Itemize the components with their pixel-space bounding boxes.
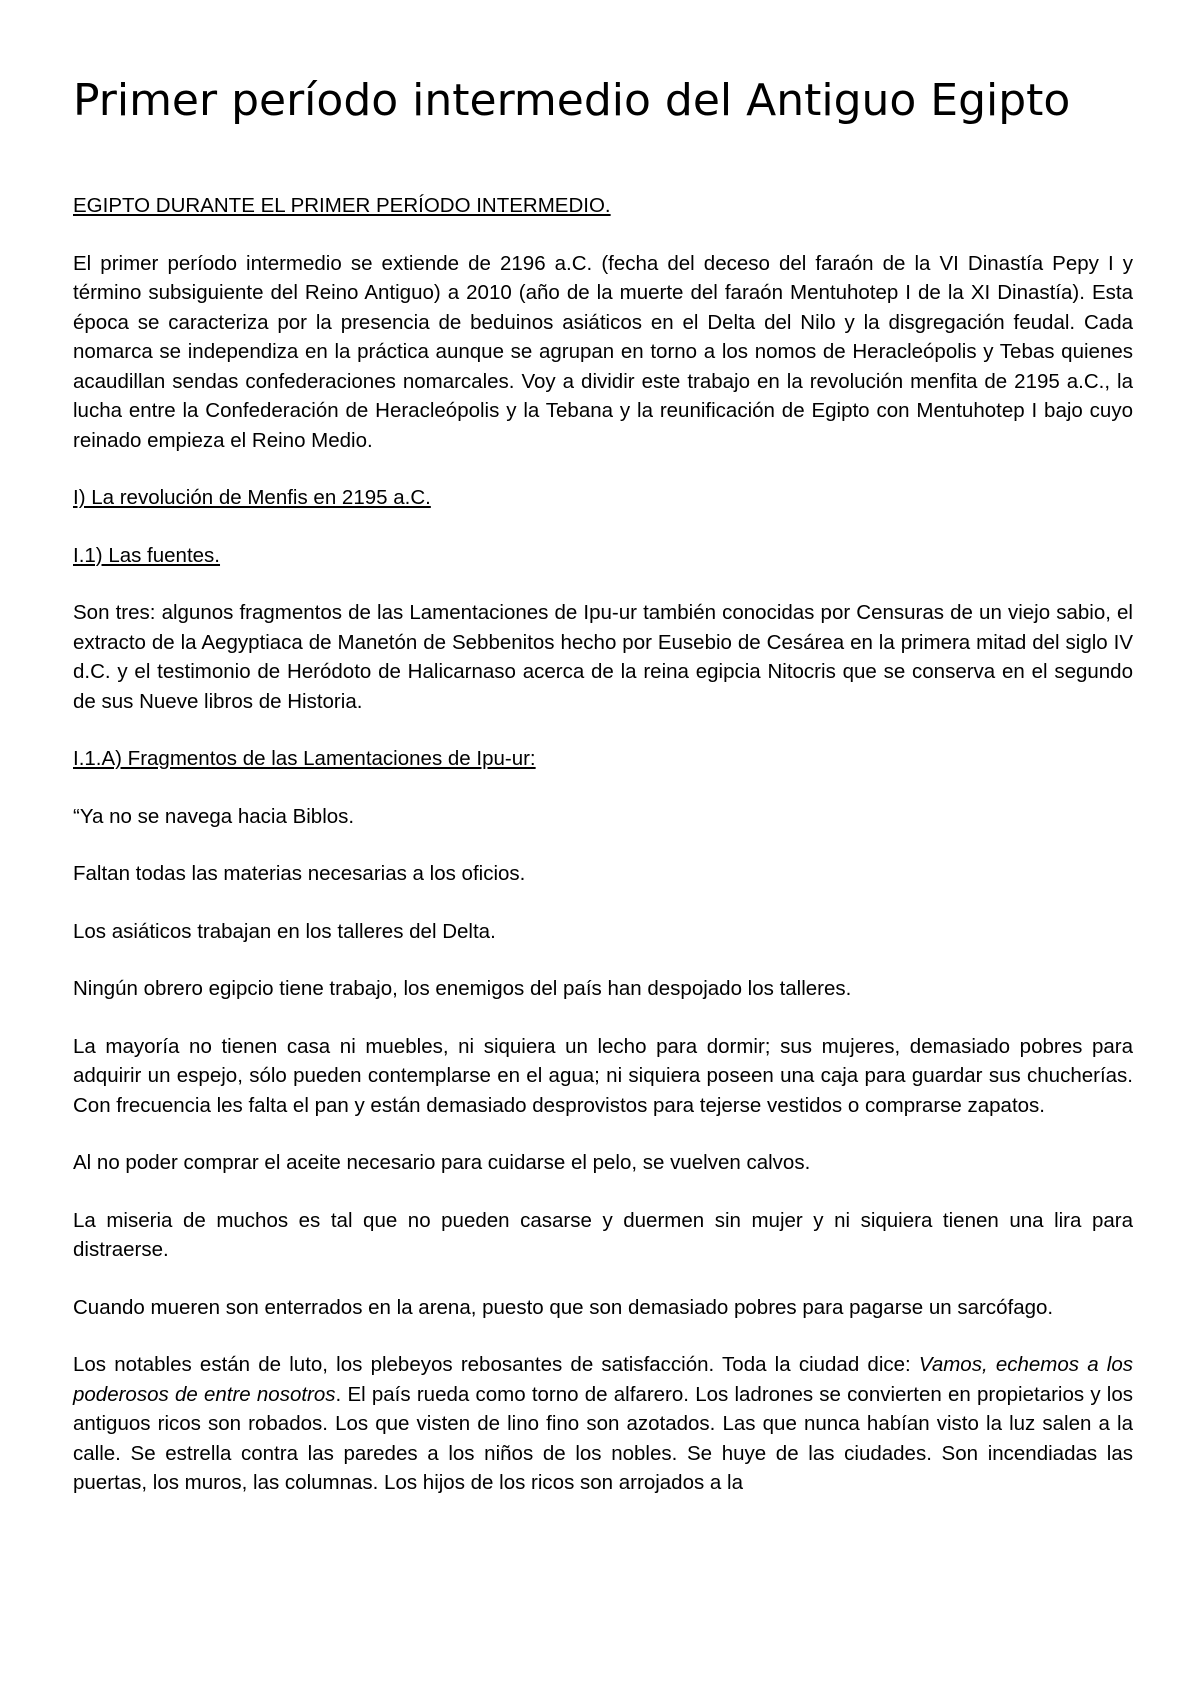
section-heading: EGIPTO DURANTE EL PRIMER PERÍODO INTERMEDIO. bbox=[73, 194, 611, 217]
heading-1-1-a-paragraph bbox=[73, 744, 1133, 774]
quote-poverty-paragraph: La mayoría no tienen casa ni muebles, ni siquiera un lecho para dormir; sus mujeres, demasiado pobres para adquirir un espejo, sólo pueden contemplarse en el agua; ni siquiera poseen una caja para guardar sus chucherías. Con frecuencia les falta el pan y están demasiado desprovistos para tejerse vestidos o comprarse zapatos. bbox=[73, 1034, 1133, 1117]
quote-oil-paragraph: Al no poder comprar el aceite necesario para cuidarse el pelo, se vuelven calvos. bbox=[73, 1151, 811, 1174]
document-page bbox=[73, 72, 1133, 1526]
quote-line-materias: Faltan todas las materias necesarias a los oficios. bbox=[73, 862, 526, 885]
heading-las-fuentes: I.1) Las fuentes. bbox=[73, 543, 221, 567]
sources-paragraph: Son tres: algunos fragmentos de las Lamentaciones de Ipu-ur también conocidas por Censuras de un viejo sabio, el extracto de la Aegyptiaca de Manetón de Sebbenitos hecho por Eusebio de Cesárea en la primera mitad del siglo IV d.C. y el testimonio de Heródoto de Halicarnaso acerca de la reina egipcia Nitocris que se conserva en el segundo de sus Nueve libros de Historia. bbox=[73, 601, 1133, 713]
heading-1-1-paragraph bbox=[73, 541, 1133, 571]
intro-paragraph: El primer período intermedio se extiende de 2196 a.C. (fecha del deceso del faraón de la VI Dinastía Pepy I y término subsiguiente del Reino Antiguo) a 2010 (año de la muerte del faraón Mentuhotep I de la XI Dinastía). Esta época se caracteriza por la presencia de beduinos asiáticos en el Delta del Nilo y la disgregación feudal. Cada nomarca se independiza en la práctica aunque se agrupan en torno a los nomos de Heracleópolis y Tebas quienes acaudillan sendas confederaciones nomarcales. Voy a dividir este trabajo en la revolución menfita de 2195 a.C., la lucha entre la Confederación de Heracleópolis y la Tebana y la reunificación de Egipto con Mentuhotep I bajo cuyo reinado empieza el Reino Medio. bbox=[73, 251, 1133, 452]
heading-revolucion-menfis: I) La revolución de Menfis en 2195 a.C. bbox=[73, 486, 431, 509]
quote-misery-paragraph: La miseria de muchos es tal que no pueden casarse y duermen sin mujer y ni siquiera tienen una lira para distraerse. bbox=[73, 1208, 1133, 1261]
document-title: Primer período intermedio del Antiguo Egipto bbox=[73, 75, 1071, 126]
quote-line-biblos: “Ya no se navega hacia Biblos. bbox=[73, 804, 355, 828]
heading-1-paragraph bbox=[73, 483, 1133, 513]
quote-line-asiaticos: Los asiáticos trabajan en los talleres del Delta. bbox=[73, 919, 496, 943]
notables-text-start: Los notables están de luto, los plebeyos rebosantes de satisfacción. Toda la ciudad dice: bbox=[73, 1353, 919, 1376]
heading-fragmentos-lamentaciones: I.1.A) Fragmentos de las Lamentaciones de Ipu-ur: bbox=[73, 747, 536, 770]
notables-text-rest: . El país rueda como torno de alfarero. Los ladrones se convierten en propietarios y los antiguos ricos son robados. Los que visten de lino fino son azotados. Las que nunca habían visto la luz salen a la calle. Se estrella contra las paredes a los niños de los nobles. Se huye de las ciudades. Son incendiadas las puertas, los muros, las columnas. Los hijos de los ricos son arrojados a la bbox=[73, 1382, 1133, 1494]
quote-burial-paragraph: Cuando mueren son enterrados en la arena, puesto que son demasiado pobres para pagarse un sarcófago. bbox=[73, 1295, 1054, 1319]
section-heading-paragraph bbox=[73, 191, 1133, 221]
notables-paragraph bbox=[73, 1350, 1133, 1498]
notables-italic-quote: Vamos, echemos a los poderosos de entre nosotros bbox=[73, 1353, 1133, 1406]
quote-line-obrero: Ningún obrero egipcio tiene trabajo, los enemigos del país han despojado los talleres. bbox=[73, 977, 852, 1000]
